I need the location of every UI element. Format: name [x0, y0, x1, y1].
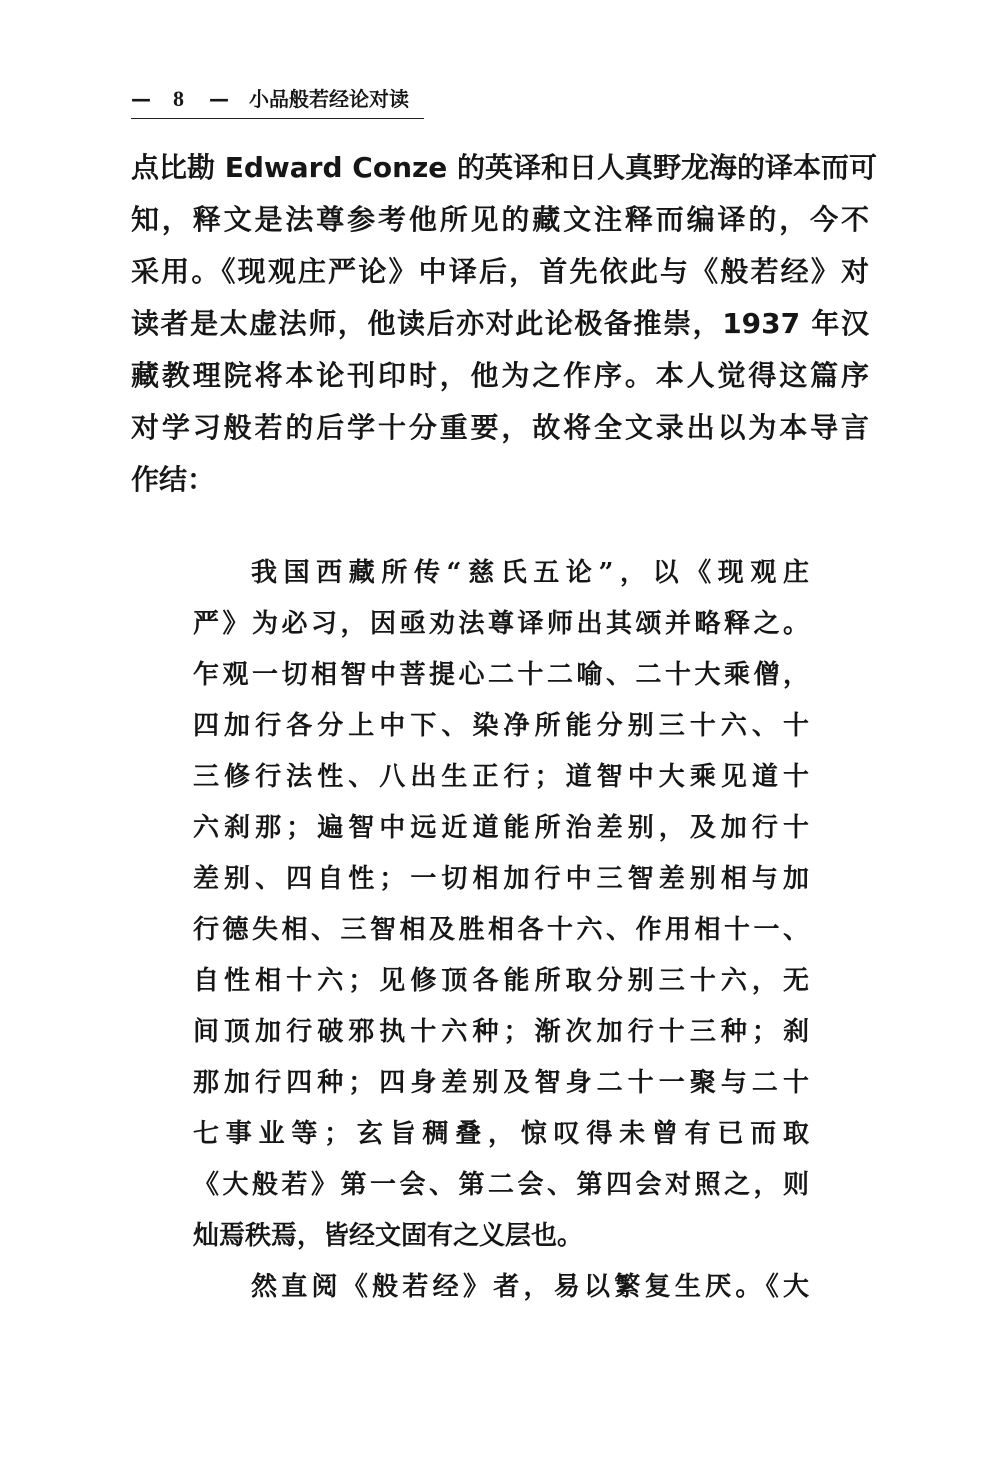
quote-line: 七事业等；玄旨稠叠，惊叹得未曾有已而取	[193, 1119, 809, 1149]
intro-line: 知，释文是法尊参考他所见的藏文注释而编译的，今不	[131, 203, 869, 236]
quote-line: 《大般若》第一会、第二会、第四会对照之，则	[193, 1170, 809, 1200]
quote-line: 严》为必习，因亟劝法尊译师出其颂并略释之。	[193, 609, 809, 639]
quote-line: 灿焉秩焉，皆经文固有之义层也。	[193, 1221, 584, 1251]
quote-line: 乍观一切相智中菩提心二十二喻、二十大乘僧，	[193, 660, 809, 690]
intro-line: 对学习般若的后学十分重要，故将全文录出以为本导言	[131, 411, 869, 444]
quote-line: 然直阅《般若经》者，易以繁复生厌。《大	[251, 1272, 809, 1302]
quote-line: 我国西藏所传“慈氏五论”，以《现观庄	[251, 558, 809, 588]
quote-line: 差别、四自性；一切相加行中三智差别相与加	[193, 864, 809, 894]
quote-line: 间顶加行破邪执十六种；渐次加行十三种；刹	[193, 1017, 809, 1047]
quote-line: 六刹那；遍智中远近道能所治差别，及加行十	[193, 813, 809, 843]
intro-paragraph	[131, 142, 878, 506]
intro-line: 采用。《现观庄严论》中译后，首先依此与《般若经》对	[131, 255, 869, 288]
running-head-dash-left: —	[131, 87, 151, 111]
book-title: 小品般若经论对读	[249, 87, 409, 111]
quote-line: 自性相十六；见修顶各能所取分别三十六，无	[193, 966, 809, 996]
quote-line: 那加行四种；四身差别及智身二十一聚与二十	[193, 1068, 809, 1098]
running-head	[131, 84, 424, 119]
running-head-dash-right: —	[209, 87, 229, 111]
intro-line: 读者是太虚法师，他读后亦对此论极备推崇，1937 年汉	[131, 307, 869, 340]
intro-line: 藏教理院将本论刊印时，他为之作序。本人觉得这篇序	[131, 359, 869, 392]
page-number: 8	[173, 86, 184, 111]
intro-line: 点比勘 Edward Conze 的英译和日人真野龙海的译本而可	[131, 151, 878, 184]
quote-line: 四加行各分上中下、染净所能分别三十六、十	[193, 711, 809, 741]
quoted-preface	[193, 548, 813, 1313]
intro-line: 作结：	[131, 463, 216, 496]
quote-line: 行德失相、三智相及胜相各十六、作用相十一、	[193, 915, 809, 945]
quote-line: 三修行法性、八出生正行；道智中大乘见道十	[193, 762, 809, 792]
